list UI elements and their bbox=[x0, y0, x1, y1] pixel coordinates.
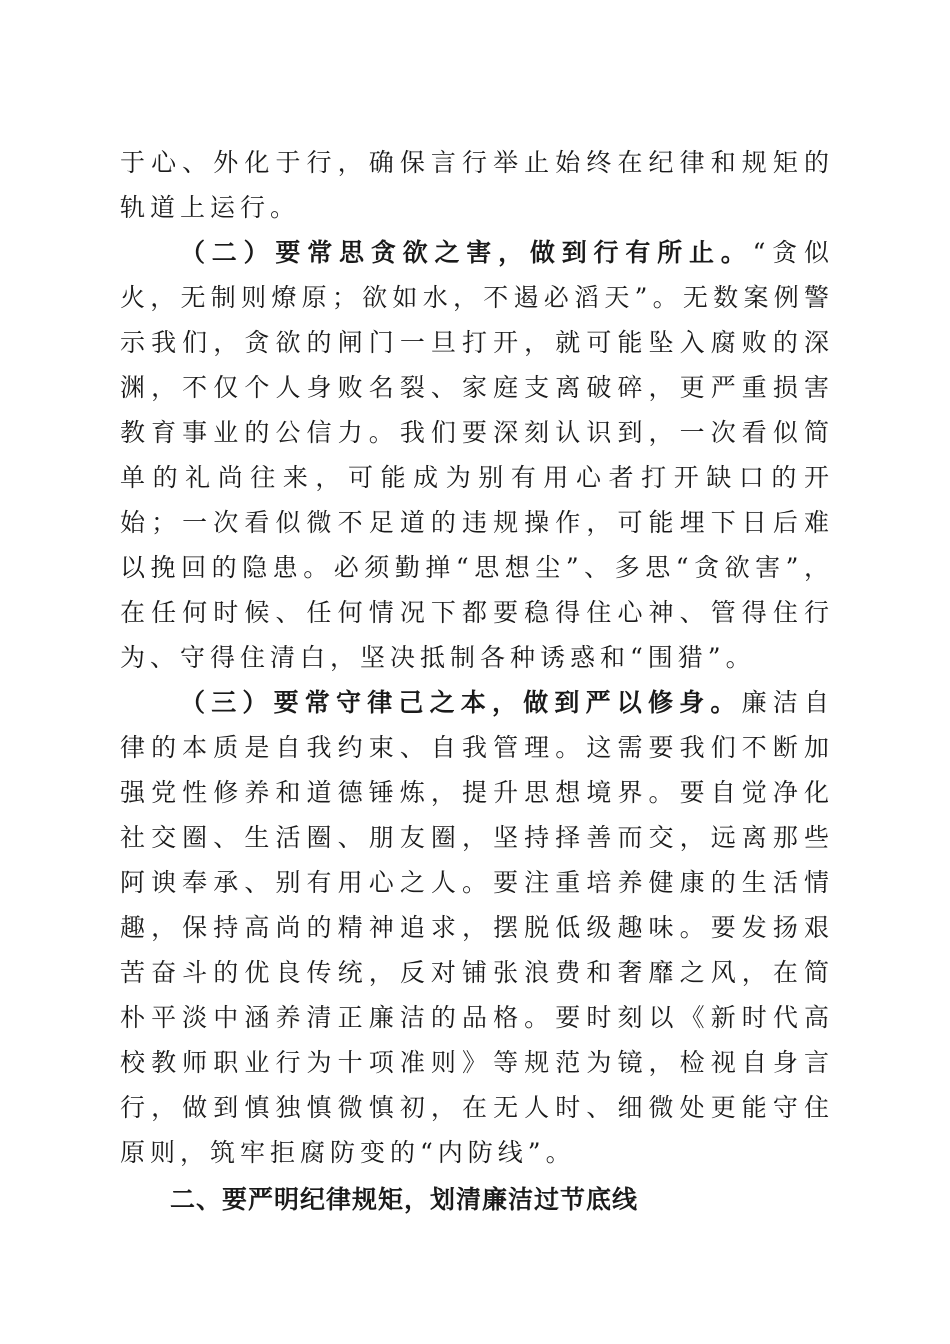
document-page bbox=[120, 140, 834, 1222]
paragraph-section-2 bbox=[120, 230, 834, 680]
paragraph-text: “贪似火，无制则燎原；欲如水，不遏必滔天”。无数案例警示我们，贪欲的闸门一旦打开，就可能坠入腐败的深渊，不仅个人身败名裂、家庭支离破碎，更严重损害教育事业的公信力。我们要深刻认识到，一次看似简单的礼尚往来，可能成为别有用心者打开缺口的开始；一次看似微不足道的违规操作，可能埋下日后难以挽回的隐患。必须勤掸“思想尘”、多思“贪欲害”，在任何时候、任何情况下都要稳得住心神、管得住行为、守得住清白，坚决抵制各种诱惑和“围猎”。 bbox=[120, 238, 834, 672]
paragraph-text: 廉洁自律的本质是自我约束、自我管理。这需要我们不断加强党性修养和道德锤炼，提升思想境界。要自觉净化社交圈、生活圈、朋友圈，坚持择善而交，远离那些阿谀奉承、别有用心之人。要注重培养健康的生活情趣，保持高尚的精神追求，摆脱低级趣味。要发扬艰苦奋斗的优良传统，反对铺张浪费和奢靡之风，在简朴平淡中涵养清正廉洁的品格。要时刻以《新时代高校教师职业行为十项准则》等规范为镜，检视自身言行，做到慎独慎微慎初，在无人时、细微处更能守住原则，筑牢拒腐防变的“内防线”。 bbox=[120, 688, 834, 1167]
section-heading: 二、要严明纪律规矩，划清廉洁过节底线 bbox=[170, 1185, 639, 1214]
paragraph-lead: （三）要常守律己之本，做到严以修身。 bbox=[180, 688, 742, 717]
paragraph-section-3 bbox=[120, 680, 834, 1175]
paragraph-text: 于心、外化于行，确保言行举止始终在纪律和规矩的轨道上运行。 bbox=[120, 148, 834, 222]
paragraph-continuation bbox=[120, 140, 834, 230]
paragraph-lead: （二）要常思贪欲之害，做到行有所止。 bbox=[180, 238, 753, 267]
